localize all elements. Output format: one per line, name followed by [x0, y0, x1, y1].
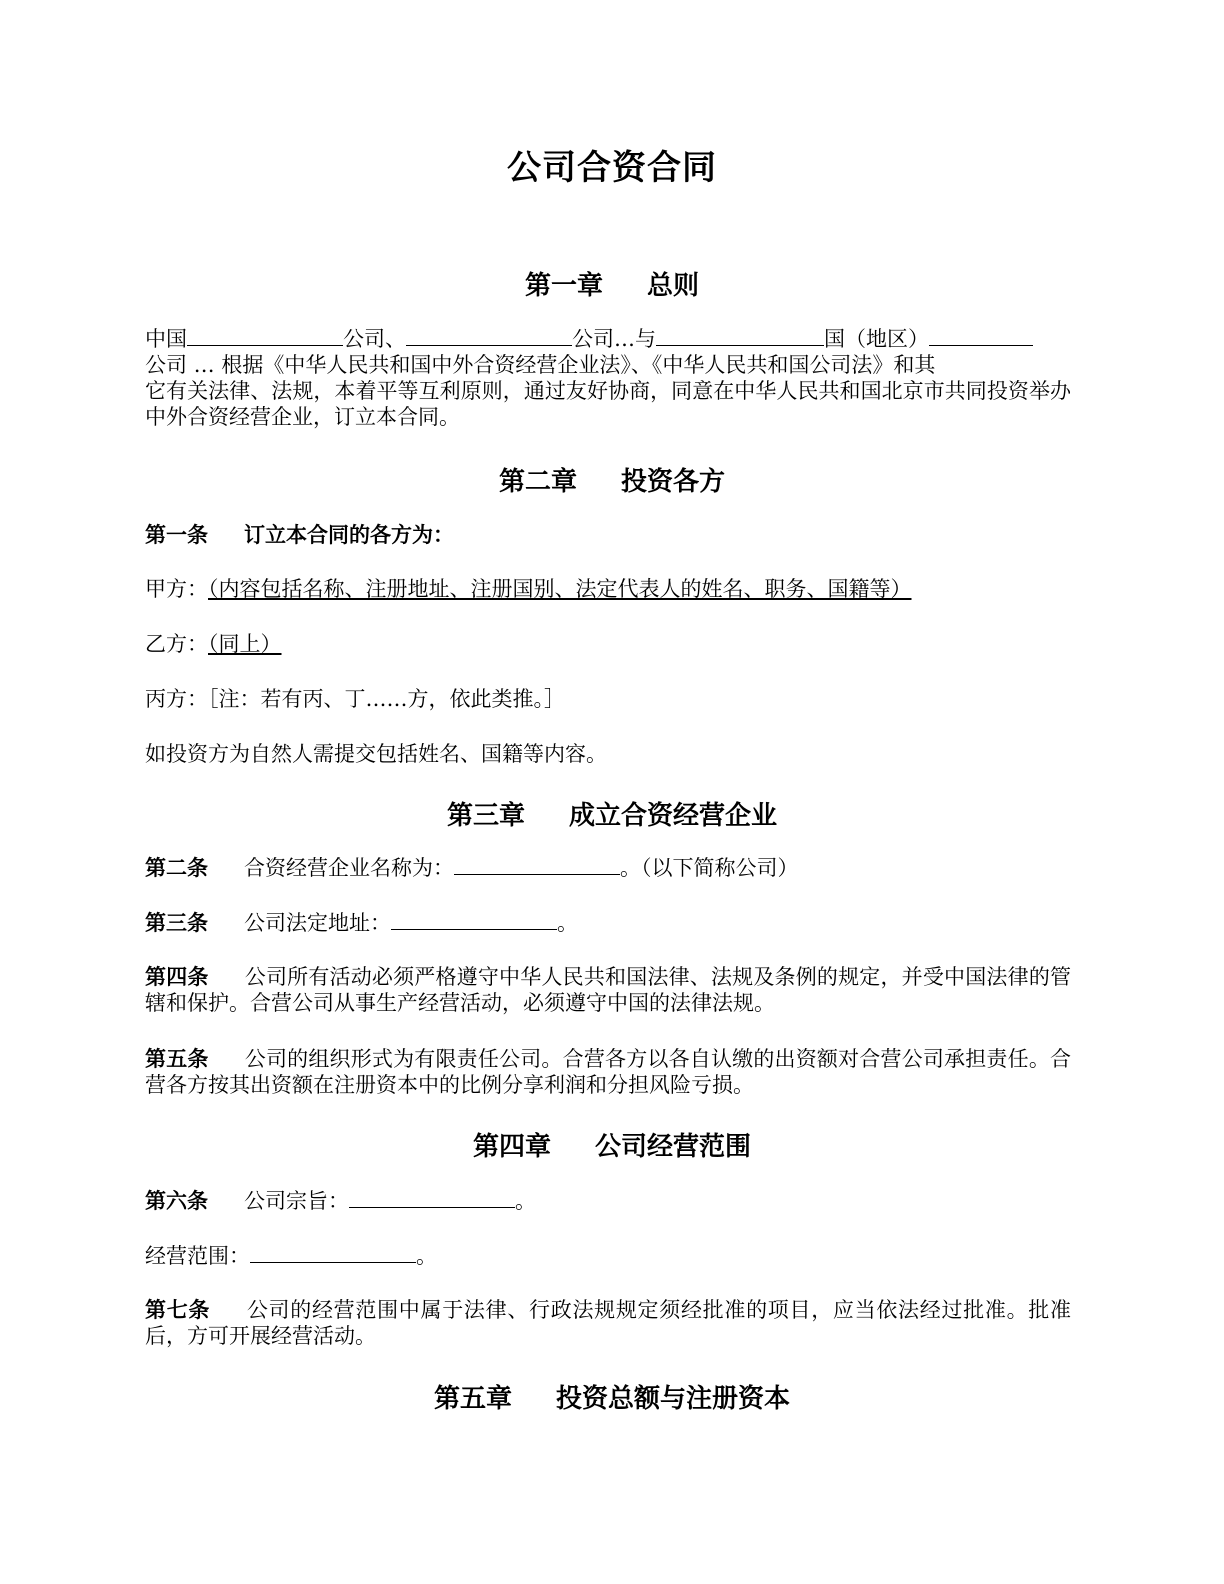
paragraph-line-1: 中国 公司、 公司…与 国（地区） [145, 326, 1071, 352]
chapter-1-heading [0, 265, 1224, 302]
chapter-5-heading [0, 1378, 1224, 1415]
article-text: 公司的经营范围中属于法律、行政法规规定须经批准的项目，应当依法经过批准。批准后，方可开展经营活动。 [145, 1298, 1071, 1348]
blank-line [656, 327, 824, 346]
blank-line [406, 327, 572, 346]
article-text: 公司宗旨： [244, 1189, 349, 1213]
article-text: 订立本合同的各方为： [244, 522, 454, 547]
chapter-number: 第五章 [433, 1384, 512, 1414]
party-c: 丙方：［注：若有丙、丁……方，依此类推。］ [145, 687, 565, 711]
business-scope: 经营范围： 。 [145, 1244, 437, 1268]
blank-line [391, 911, 557, 930]
article-4 [145, 964, 1071, 1016]
article-2: 第二条 合资经营企业名称为： 。（以下简称公司） [145, 855, 799, 880]
article-label: 第六条 [145, 1188, 208, 1213]
article-label: 第三条 [145, 910, 208, 935]
party-b [145, 631, 1071, 657]
article-text: 公司所有活动必须严格遵守中华人民共和国法律、法规及条例的规定，并受中国法律的管辖和保护。合营公司从事生产经营活动，必须遵守中国的法律法规。 [145, 965, 1072, 1015]
article-5 [145, 1046, 1071, 1098]
paragraph-line-2: 公司 … 根据《中华人民共和国中外合资经营企业法》、《中华人民共和国公司法》和其 [145, 353, 936, 377]
article-3: 第三条 公司法定地址： 。 [145, 910, 578, 935]
chapter-number: 第三章 [446, 801, 525, 831]
party-a [145, 576, 1071, 602]
chapter-4-heading [0, 1126, 1224, 1163]
chapter-number: 第一章 [524, 271, 603, 301]
blank-line [250, 1244, 416, 1263]
chapter-name: 投资总额与注册资本 [556, 1384, 791, 1414]
article-text: 公司法定地址： [244, 911, 391, 935]
article-label: 第二条 [145, 855, 208, 880]
chapter-number: 第四章 [472, 1132, 551, 1162]
chapter-name: 投资各方 [621, 467, 726, 497]
blank-line [454, 856, 620, 875]
blank-line [187, 327, 343, 346]
chapter-number: 第二章 [498, 467, 577, 497]
blank-line [349, 1189, 515, 1208]
article-label: 第四条 [145, 964, 209, 989]
natural-person-note: 如投资方为自然人需提交包括姓名、国籍等内容。 [145, 742, 607, 766]
article-7 [145, 1297, 1071, 1349]
chapter-name: 成立合资经营企业 [569, 801, 778, 831]
chapter-2-heading [0, 461, 1224, 498]
chapter-name: 公司经营范围 [595, 1132, 752, 1162]
article-label: 第七条 [145, 1297, 211, 1322]
party-b-text: （同上） [208, 632, 282, 656]
article-6: 第六条 公司宗旨： 。 [145, 1188, 536, 1213]
paragraph-rest: 它有关法律、法规，本着平等互利原则，通过友好协商，同意在中华人民共和国北京市共同投资举办中外合资经营企业，订立本合同。 [145, 379, 1071, 429]
blank-line [929, 327, 1033, 346]
document-title: 公司合资合同 [507, 148, 717, 188]
party-a-text: （内容包括名称、注册地址、注册国别、法定代表人的姓名、职务、国籍等） [208, 577, 912, 601]
article-label: 第一条 [145, 522, 208, 547]
chapter-1-paragraph [145, 326, 1071, 430]
article-text: 合资经营企业名称为： [244, 856, 454, 880]
party-a-label: 甲方： [145, 577, 208, 601]
chapter-name: 总则 [647, 271, 700, 301]
party-b-label: 乙方： [145, 632, 208, 656]
article-1 [145, 522, 1071, 548]
chapter-3-heading [0, 795, 1224, 832]
article-label: 第五条 [145, 1046, 209, 1071]
scope-label: 经营范围： [145, 1244, 250, 1268]
article-text: 公司的组织形式为有限责任公司。合营各方以各自认缴的出资额对合营公司承担责任。合营各方按其出资额在注册资本中的比例分享利润和分担风险亏损。 [145, 1047, 1072, 1097]
